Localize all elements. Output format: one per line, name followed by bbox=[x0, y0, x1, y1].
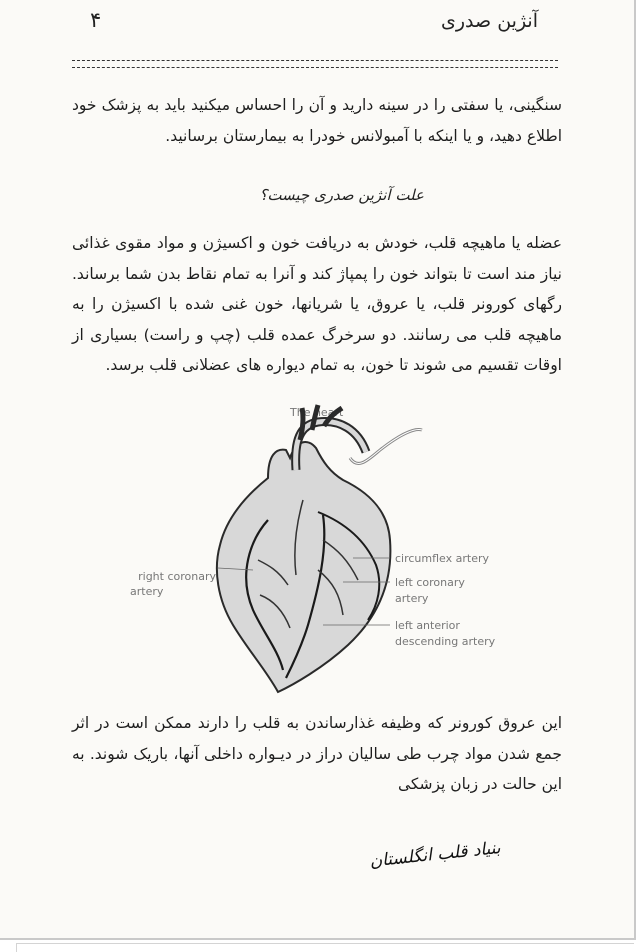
header-divider bbox=[72, 60, 558, 68]
signature: بنیاد قلب انگلستان bbox=[368, 838, 502, 872]
paragraph-3: این عروق کورونر که وظیفه غذارساندن به قلب را دارند ممکن است در اثر جمع شدن مواد چرب طی سالیان دراز در دیـواره داخلی آنها، باریک شوند. به این حالت در زبان پزشکی bbox=[72, 714, 562, 793]
label-lad-2: descending artery bbox=[395, 635, 496, 648]
label-circumflex: circumflex artery bbox=[395, 552, 490, 565]
heart-illustration bbox=[217, 442, 391, 692]
heart-diagram bbox=[118, 400, 518, 700]
diagram-title: The heart bbox=[290, 406, 344, 419]
label-left-coronary-2: artery bbox=[395, 592, 429, 605]
page-number: ۴ bbox=[90, 8, 102, 32]
paragraph-2: عضله یا ماهیچه قلب، خودش به دریافت خون و اکسیژن و مواد مقوی غذائی نیاز مند است تا بتواند خون را پمپاژ کند و آنرا به تمام نقاط بدن شما برساند. رگهای کورونر قلب، یا عروق، یا شریانها، خون غنی شده با اکسیژن را به ماهیچه قلب می رسانند. دو سرخرگ عمده قلب (چپ و راست) بسیاری از اوقات تقسیم می شوند تا خون، به تمام دیواره های عضلانی قلب برسد. bbox=[72, 234, 562, 374]
label-right-coronary-2: artery bbox=[130, 585, 164, 598]
label-right-coronary-1: right coronary bbox=[138, 570, 216, 583]
label-lad-1: left anterior bbox=[395, 619, 460, 632]
paragraph-1: سنگینی، یا سفتی را در سینه دارید و آن را احساس میکنید باید به پزشک خود اطلاع دهید، و یا اینکه با آمبولانس خودرا به بیمارستان برسانید. bbox=[72, 96, 562, 145]
section-subheading: علت آنژین صدری چیست؟ bbox=[259, 186, 424, 204]
label-left-coronary-1: left coronary bbox=[395, 576, 465, 589]
vessel-branch bbox=[300, 408, 303, 440]
page-title: آنژین صدری bbox=[441, 10, 538, 32]
